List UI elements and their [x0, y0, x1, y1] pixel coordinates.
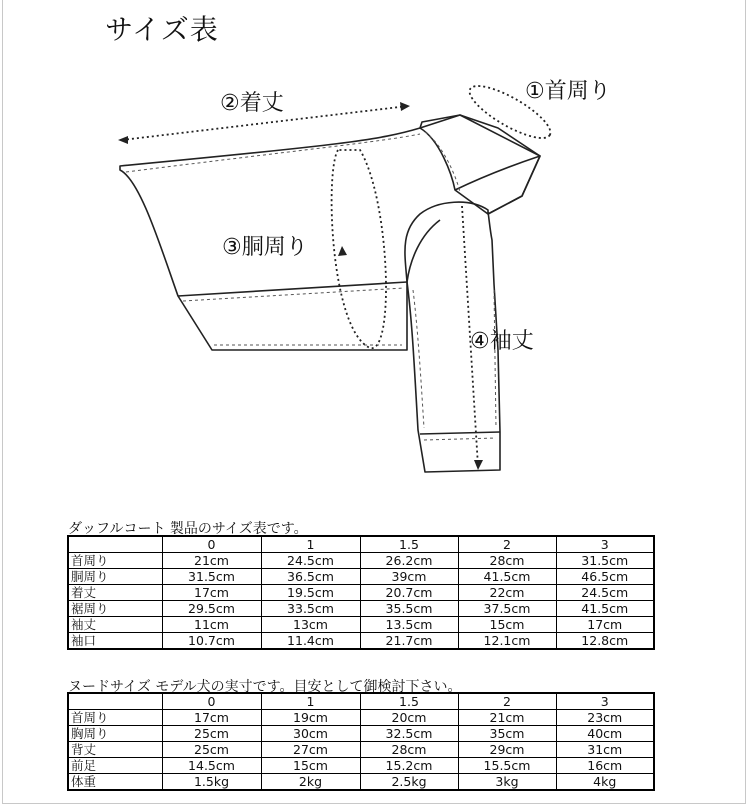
- body-ellipse: [332, 150, 386, 348]
- table-cell: 21.7cm: [360, 633, 458, 650]
- table-cell: 21cm: [162, 553, 261, 569]
- table-row: [68, 569, 654, 585]
- product-size-table: [67, 535, 655, 650]
- table-cell: 29.5cm: [162, 601, 261, 617]
- table-cell: 40cm: [556, 726, 654, 742]
- table-cell: 30cm: [261, 726, 360, 742]
- header-cell: 2: [458, 536, 556, 553]
- table-cell: 10.7cm: [162, 633, 261, 650]
- table-cell: 46.5cm: [556, 569, 654, 585]
- table-cell: 15cm: [261, 758, 360, 774]
- header-cell: 2: [458, 693, 556, 710]
- table-cell: 11.4cm: [261, 633, 360, 650]
- row-label: 首周り: [68, 710, 162, 726]
- table-cell: 31.5cm: [556, 553, 654, 569]
- row-label: 前足: [68, 758, 162, 774]
- header-cell: 0: [162, 693, 261, 710]
- table-cell: 28cm: [458, 553, 556, 569]
- table-header-row: [68, 536, 654, 553]
- table-cell: 24.5cm: [556, 585, 654, 601]
- sleeve-label: ④袖丈: [470, 329, 534, 354]
- table2-caption: ヌードサイズ モデル犬の実寸です。目安として御検討下さい。: [68, 679, 462, 695]
- table-cell: 27cm: [261, 742, 360, 758]
- header-cell: 1: [261, 693, 360, 710]
- table-cell: 26.2cm: [360, 553, 458, 569]
- header-cell: 3: [556, 536, 654, 553]
- table-row: [68, 633, 654, 650]
- table-cell: 37.5cm: [458, 601, 556, 617]
- table-cell: 29cm: [458, 742, 556, 758]
- body-label: ③胴周り: [222, 235, 308, 260]
- table-cell: 41.5cm: [556, 601, 654, 617]
- table-row: [68, 601, 654, 617]
- table1-caption: ダッフルコート 製品のサイズ表です。: [68, 521, 308, 537]
- table-cell: 2kg: [261, 774, 360, 791]
- table-cell: 17cm: [162, 585, 261, 601]
- header-cell: 3: [556, 693, 654, 710]
- table-cell: 1.5kg: [162, 774, 261, 791]
- arm-seam: [407, 220, 440, 282]
- table-cell: 33.5cm: [261, 601, 360, 617]
- hem-band: [178, 282, 407, 296]
- table-cell: 17cm: [556, 617, 654, 633]
- row-label: 袖口: [68, 633, 162, 650]
- collar-outline: [420, 115, 540, 214]
- table-row: [68, 710, 654, 726]
- table-cell: 25cm: [162, 726, 261, 742]
- row-label: 裾周り: [68, 601, 162, 617]
- table-cell: 17cm: [162, 710, 261, 726]
- table-cell: 15.5cm: [458, 758, 556, 774]
- neck-label: ①首周り: [525, 79, 611, 104]
- table-cell: 15cm: [458, 617, 556, 633]
- length-label: ②着丈: [220, 91, 284, 116]
- table-cell: 31cm: [556, 742, 654, 758]
- row-label: 背丈: [68, 742, 162, 758]
- table-cell: 16cm: [556, 758, 654, 774]
- table-cell: 14.5cm: [162, 758, 261, 774]
- table-cell: 35.5cm: [360, 601, 458, 617]
- row-label: 胸周り: [68, 726, 162, 742]
- table-row: [68, 726, 654, 742]
- table-cell: 3kg: [458, 774, 556, 791]
- header-cell: 1: [261, 536, 360, 553]
- table-cell: 32.5cm: [360, 726, 458, 742]
- table-cell: 28cm: [360, 742, 458, 758]
- table-cell: 25cm: [162, 742, 261, 758]
- row-label: 体重: [68, 774, 162, 791]
- table-row: [68, 553, 654, 569]
- table-cell: 41.5cm: [458, 569, 556, 585]
- table-cell: 11cm: [162, 617, 261, 633]
- table-cell: 4kg: [556, 774, 654, 791]
- table-cell: 20.7cm: [360, 585, 458, 601]
- table-cell: 39cm: [360, 569, 458, 585]
- table-cell: 2.5kg: [360, 774, 458, 791]
- page-title: サイズ表: [105, 13, 219, 46]
- header-cell: 1.5: [360, 536, 458, 553]
- table-cell: 19cm: [261, 710, 360, 726]
- header-cell: [68, 693, 162, 710]
- table-row: [68, 585, 654, 601]
- table-row: [68, 758, 654, 774]
- table-cell: 35cm: [458, 726, 556, 742]
- row-label: 胴周り: [68, 569, 162, 585]
- table-header-row: [68, 693, 654, 710]
- table-row: [68, 742, 654, 758]
- row-label: 袖丈: [68, 617, 162, 633]
- row-label: 着丈: [68, 585, 162, 601]
- table-cell: 13cm: [261, 617, 360, 633]
- header-cell: [68, 536, 162, 553]
- table-cell: 22cm: [458, 585, 556, 601]
- table-cell: 19.5cm: [261, 585, 360, 601]
- row-label: 首周り: [68, 553, 162, 569]
- table-row: [68, 617, 654, 633]
- table-cell: 13.5cm: [360, 617, 458, 633]
- table-cell: 12.8cm: [556, 633, 654, 650]
- table-cell: 15.2cm: [360, 758, 458, 774]
- table-cell: 31.5cm: [162, 569, 261, 585]
- table-cell: 23cm: [556, 710, 654, 726]
- table-cell: 36.5cm: [261, 569, 360, 585]
- header-cell: 1.5: [360, 693, 458, 710]
- table-cell: 20cm: [360, 710, 458, 726]
- table-cell: 24.5cm: [261, 553, 360, 569]
- coat-body-outline: [120, 115, 540, 350]
- table-cell: 12.1cm: [458, 633, 556, 650]
- cuff-band: [420, 432, 500, 434]
- table-row: [68, 774, 654, 791]
- nude-size-table: [67, 692, 655, 791]
- table-cell: 21cm: [458, 710, 556, 726]
- header-cell: 0: [162, 536, 261, 553]
